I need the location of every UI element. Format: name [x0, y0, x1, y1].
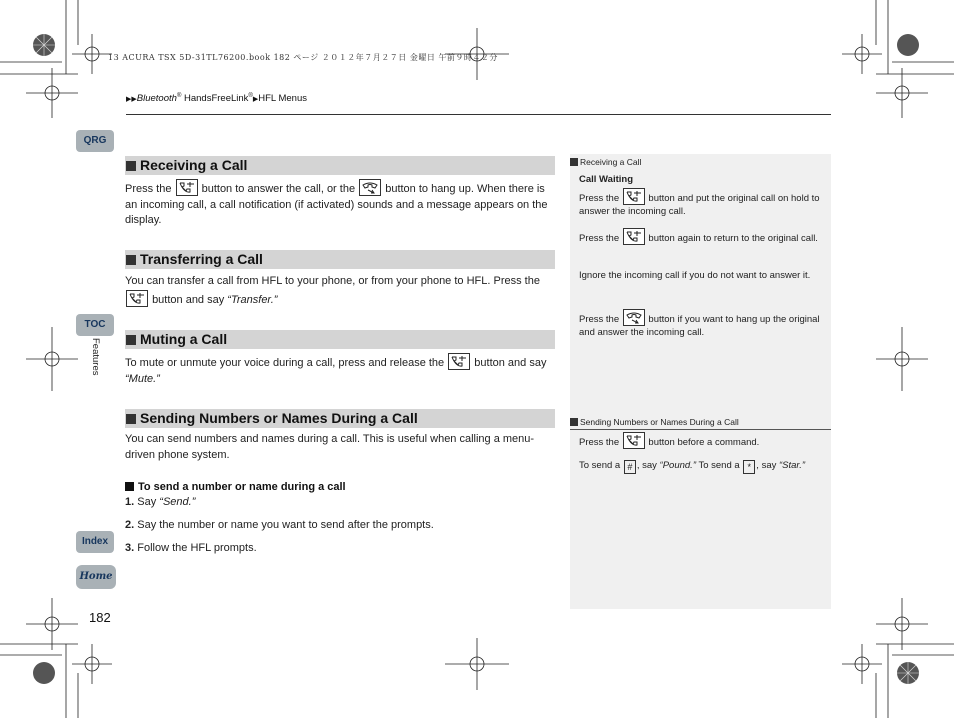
hash-key-icon: #	[624, 460, 636, 474]
pick-up-button-icon	[623, 228, 645, 245]
star-key-icon: *	[743, 460, 755, 474]
sidebar-note-1: Press the button and put the original call on hold to answer the incoming call.	[579, 188, 824, 218]
pick-up-button-icon	[448, 353, 470, 370]
section-heading-receiving: Receiving a Call	[125, 156, 555, 175]
pick-up-button-icon	[623, 188, 645, 205]
breadcrumb-arrow-icon: ▶	[252, 96, 259, 104]
page-number: 182	[89, 610, 111, 625]
side-label: Features	[90, 338, 101, 376]
pick-up-button-icon	[623, 432, 645, 449]
qrg-tab[interactable]: QRG	[76, 130, 114, 152]
hang-up-button-icon	[623, 309, 645, 326]
sidebar-ref-receiving[interactable]: Receiving a Call	[570, 157, 641, 167]
reference-icon	[570, 158, 578, 166]
sidebar-note-6: To send a # , say “Pound.” To send a * , say “Star.”	[579, 460, 806, 472]
section-heading-transferring: Transferring a Call	[125, 250, 555, 269]
transferring-paragraph: You can transfer a call from HFL to your phone, or from your phone to HFL. Press the button and say “Transfer.”	[125, 275, 540, 306]
sidebar-note-3: Ignore the incoming call if you do not want to answer it.	[579, 270, 811, 281]
sidebar-note-5: Press the button before a command.	[579, 432, 824, 449]
toc-tab[interactable]: TOC	[76, 314, 114, 336]
header-rule	[126, 114, 831, 115]
breadcrumb-hfl-menus[interactable]: HFL Menus	[258, 93, 307, 105]
breadcrumb: ▶▶Bluetooth® HandsFreeLink®▶HFL Menus	[126, 93, 307, 105]
sidebar-rule	[570, 429, 831, 430]
print-info: 13 ACURA TSX 5D-31TL76200.book 182 ページ ２０１２年７月２７日 金曜日 午前９時４２分	[108, 53, 498, 62]
home-tab[interactable]: Home	[76, 565, 116, 589]
index-tab[interactable]: Index	[76, 531, 114, 553]
sending-subheading: To send a number or name during a call	[125, 481, 346, 493]
call-waiting-title: Call Waiting	[579, 174, 634, 185]
step-1: 1. Say “Send.”	[125, 496, 196, 508]
receiving-paragraph: Press the button to answer the call, or the button to hang up. When there is an incoming call, a call notification (if activated) sounds and a message appears on the display.	[125, 179, 555, 229]
step-3: 3. Follow the HFL prompts.	[125, 542, 257, 554]
pick-up-button-icon	[126, 290, 148, 307]
muting-paragraph: To mute or unmute your voice during a call, press and release the button and say “Mute.”	[125, 353, 555, 387]
hang-up-button-icon	[359, 179, 381, 196]
reference-icon	[570, 418, 578, 426]
sidebar-note-4: Press the button if you want to hang up the original and answer the incoming call.	[579, 309, 824, 339]
sidebar-note-2: Press the button again to return to the original call.	[579, 228, 824, 245]
section-heading-muting: Muting a Call	[125, 330, 555, 349]
breadcrumb-bluetooth[interactable]: Bluetooth	[136, 93, 177, 105]
sending-paragraph: You can send numbers and names during a call. This is useful when calling a menu-driven phone system.	[125, 433, 535, 461]
section-heading-sending: Sending Numbers or Names During a Call	[125, 409, 555, 428]
sidebar-panel	[570, 154, 831, 609]
breadcrumb-handsfreelink[interactable]: HandsFreeLink	[181, 93, 249, 105]
step-2: 2. Say the number or name you want to send after the prompts.	[125, 519, 434, 531]
sidebar-ref-sending[interactable]: Sending Numbers or Names During a Call	[570, 417, 739, 427]
breadcrumb-arrow-icon: ▶▶	[126, 96, 137, 104]
pick-up-button-icon	[176, 179, 198, 196]
